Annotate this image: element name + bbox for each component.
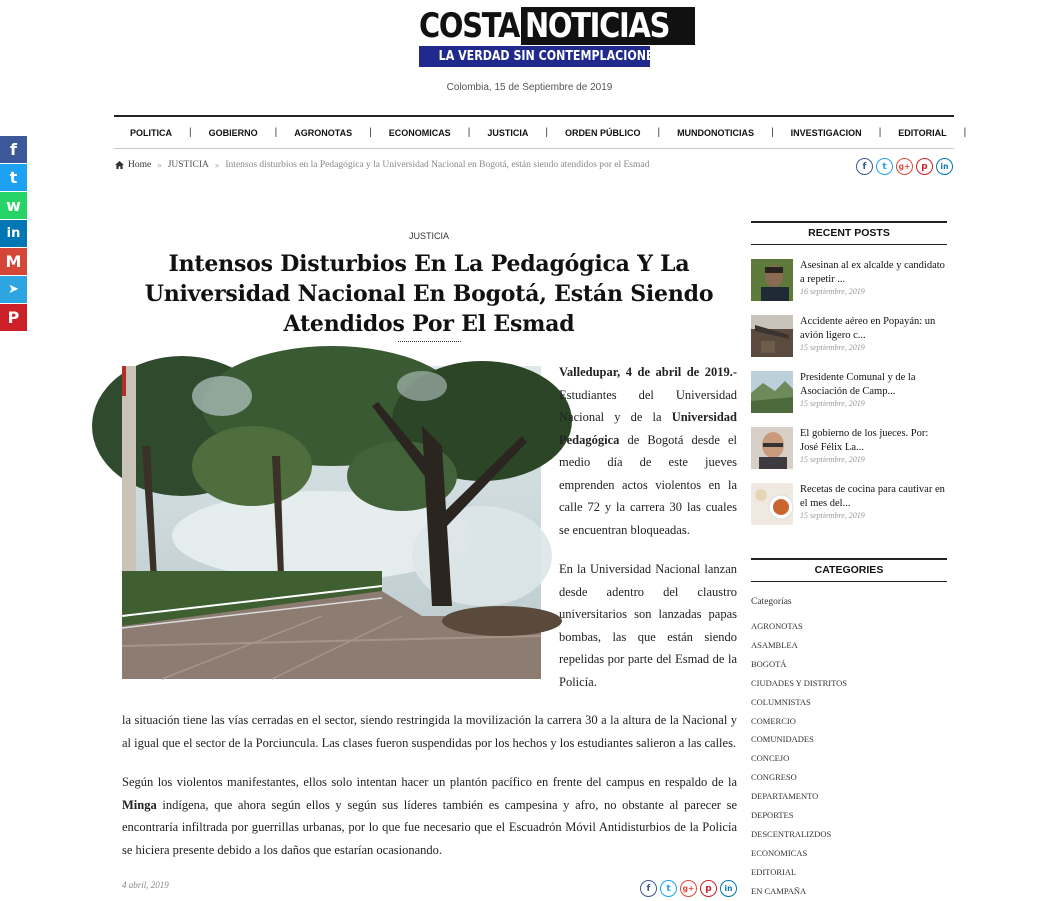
linkedin-icon[interactable]: in bbox=[0, 220, 27, 247]
recent-post[interactable] bbox=[751, 315, 947, 357]
googleplus-share-icon[interactable]: g+ bbox=[680, 880, 697, 897]
article-body bbox=[122, 709, 737, 878]
recent-post-date: 16 septiembre, 2019 bbox=[800, 287, 865, 296]
category-link[interactable]: CONCEJO bbox=[751, 753, 790, 764]
recent-post-title[interactable]: Asesinan al ex alcalde y candidato a repetir ... bbox=[800, 260, 945, 285]
category-link[interactable]: BOGOTÁ bbox=[751, 658, 787, 669]
linkedin-share-icon[interactable]: in bbox=[936, 158, 953, 175]
recent-post-date: 15 septiembre, 2019 bbox=[800, 399, 865, 408]
breadcrumb-category[interactable]: JUSTICIA bbox=[167, 160, 209, 170]
article-paragraph-1: Valledupar, 4 de abril de 2019.- Estudiantes del Universidad Nacional y de la Universidad Pedagógica de Bogotá desde el medio día de este jueves emprenden actos violentos en la calle 72 y la carrera 30 las cuales se encuentran bloqueadas. bbox=[559, 365, 737, 537]
recent-posts-heading: RECENT POSTS bbox=[751, 221, 947, 245]
facebook-share-icon[interactable]: f bbox=[640, 880, 657, 897]
facebook-share-icon[interactable]: f bbox=[856, 158, 873, 175]
nav-item-editorial[interactable]: EDITORIAL bbox=[898, 127, 947, 138]
recent-post-thumbnail[interactable] bbox=[751, 315, 793, 357]
nav-separator: | bbox=[878, 127, 882, 138]
dateline: Valledupar, 4 de abril de 2019.- bbox=[559, 365, 737, 379]
home-icon bbox=[115, 161, 124, 169]
category-link[interactable]: EN CAMPAÑA bbox=[751, 885, 807, 896]
nav-item-agronotas[interactable]: AGRONOTAS bbox=[294, 127, 353, 138]
category-link[interactable]: COMERCIO bbox=[751, 715, 796, 726]
recent-post-title[interactable]: Presidente Comunal y de la Asociación de Camp... bbox=[800, 372, 916, 397]
breadcrumb-separator: » bbox=[157, 160, 162, 170]
category-link[interactable]: DEPARTAMENTO bbox=[751, 791, 819, 802]
article-photo bbox=[122, 366, 541, 679]
nav-item-orden-publico[interactable]: ORDEN PÚBLICO bbox=[564, 127, 641, 138]
article-category[interactable]: JUSTICIA bbox=[408, 231, 449, 241]
article-photo-illustration bbox=[122, 366, 541, 679]
recent-post-thumbnail[interactable] bbox=[751, 483, 793, 525]
twitter-share-icon[interactable]: t bbox=[660, 880, 677, 897]
nav-separator: | bbox=[274, 127, 278, 138]
category-link[interactable]: DEPORTES bbox=[751, 810, 794, 821]
article-title: Intensos Disturbios En La Pedagógica Y La Universidad Nacional En Bogotá, Están Siendo Atendidos Por El Esmad bbox=[144, 251, 714, 337]
category-link[interactable]: ASAMBLEA bbox=[751, 639, 798, 650]
nav-separator: | bbox=[369, 127, 372, 138]
twitter-icon[interactable]: t bbox=[0, 164, 27, 191]
logo-tagline: LA VERDAD SIN CONTEMPLACIONES bbox=[438, 49, 662, 64]
share-bar-top bbox=[856, 158, 953, 175]
recent-post[interactable] bbox=[751, 427, 947, 469]
nav-separator: | bbox=[657, 127, 661, 138]
pinterest-icon[interactable]: P bbox=[0, 304, 27, 331]
breadcrumb bbox=[115, 160, 649, 170]
floating-social-bar bbox=[0, 136, 27, 332]
nav-separator: | bbox=[467, 127, 471, 138]
breadcrumb-home-label: Home bbox=[128, 160, 152, 170]
recent-post-date: 15 septiembre, 2019 bbox=[800, 343, 865, 352]
nav-item-mundonoticias[interactable]: MUNDONOTICIAS bbox=[677, 127, 755, 138]
category-link[interactable]: COLUMNISTAS bbox=[751, 696, 811, 707]
nav-separator: | bbox=[771, 127, 774, 138]
gmail-icon[interactable]: M bbox=[0, 248, 27, 275]
recent-post-date: 15 septiembre, 2019 bbox=[800, 511, 865, 520]
categories-list bbox=[751, 617, 847, 901]
nav-item-justicia[interactable]: JUSTICIA bbox=[487, 127, 529, 138]
breadcrumb-current: Intensos disturbios en la Pedagógica y la Universidad Nacional en Bogotá, están siendo atendidos por el Esmad bbox=[225, 160, 650, 170]
recent-post-thumbnail[interactable] bbox=[751, 371, 793, 413]
category-link[interactable]: EDITORIAL bbox=[751, 866, 797, 877]
googleplus-share-icon[interactable]: g+ bbox=[896, 158, 913, 175]
category-link[interactable]: ECONOMICAS bbox=[751, 847, 808, 858]
article-paragraph-4: Según los violentos manifestantes, ellos solo intentan hacer un plantón pacífico en frente del campus en respaldo de la Minga indígena, que ahora según ellos y según sus líderes también es campesina y afro, no obstante al parecer se encontraría infiltrada por guerrillas urbanas, por lo que fue necesario que el Escuadrón Móvil Antidisturbios de la Policía se hiciera presente debido a los daños que estarían ocasionando. bbox=[122, 775, 737, 857]
telegram-icon[interactable]: ➤ bbox=[0, 276, 27, 303]
twitter-share-icon[interactable]: t bbox=[876, 158, 893, 175]
nav-item-economicas[interactable]: ECONOMICAS bbox=[388, 127, 451, 138]
pinterest-share-icon[interactable]: p bbox=[700, 880, 717, 897]
category-link[interactable]: CIUDADES Y DISTRITOS bbox=[751, 677, 848, 688]
recent-post-date: 15 septiembre, 2019 bbox=[800, 455, 865, 464]
article-paragraph-2: En la Universidad Nacional lanzan desde adentro del claustro universitarios son lanzadas papas bombas, las que están siendo repelidas por parte del Esmad de la Policía. bbox=[559, 562, 737, 689]
article-paragraph-3: la situación tiene las vías cerradas en el sector, siendo restringida la movilización la carrera 30 a la altura de la Nacional y al igual que el sector de la Porciuncula. Las clases fueron suspendidas por los hechos y los estudiantes salieron a las calles. bbox=[122, 713, 737, 750]
categories-heading: CATEGORIES bbox=[751, 558, 947, 582]
main-nav bbox=[114, 115, 967, 149]
recent-post[interactable] bbox=[751, 483, 947, 525]
logo-costa: COSTA bbox=[419, 6, 520, 46]
pinterest-share-icon[interactable]: p bbox=[916, 158, 933, 175]
recent-post-thumbnail[interactable] bbox=[751, 259, 793, 301]
breadcrumb-home[interactable] bbox=[115, 160, 151, 170]
category-link[interactable]: CONGRESO bbox=[751, 772, 797, 783]
facebook-icon[interactable]: f bbox=[0, 136, 27, 163]
nav-item-politica[interactable]: POLITICA bbox=[130, 127, 172, 138]
category-link[interactable]: DESCENTRALIZDOS bbox=[751, 828, 832, 839]
recent-post-thumbnail[interactable] bbox=[751, 427, 793, 469]
nav-separator: | bbox=[545, 127, 548, 138]
nav-item-gobierno[interactable]: GOBIERNO bbox=[208, 127, 258, 138]
nav-separator: | bbox=[963, 127, 967, 138]
logo-noticias: NOTICIAS bbox=[525, 6, 670, 46]
share-bar-bottom bbox=[640, 880, 737, 897]
site-logo[interactable] bbox=[419, 6, 670, 67]
recent-post-title[interactable]: Accidente aéreo en Popayán: un avión ligero c... bbox=[800, 316, 936, 341]
date-line: Colombia, 15 de Septiembre de 2019 bbox=[446, 82, 613, 93]
categories-label: Categorías bbox=[751, 597, 792, 607]
publish-date: 4 abril, 2019 bbox=[122, 880, 169, 890]
whatsapp-icon[interactable]: w bbox=[0, 192, 27, 219]
nav-separator: | bbox=[189, 127, 192, 138]
recent-post-title[interactable]: Recetas de cocina para cautivar en el mes del... bbox=[800, 484, 945, 509]
recent-post-title[interactable]: El gobierno de los jueces. Por: José Félix La... bbox=[800, 428, 929, 453]
nav-item-investigacion[interactable]: INVESTIGACION bbox=[790, 127, 862, 138]
recent-post[interactable] bbox=[751, 259, 947, 301]
linkedin-share-icon[interactable]: in bbox=[720, 880, 737, 897]
article-intro bbox=[559, 361, 737, 710]
category-link[interactable]: COMUNIDADES bbox=[751, 734, 814, 745]
category-link[interactable]: AGRONOTAS bbox=[751, 621, 803, 631]
breadcrumb-separator: » bbox=[214, 160, 220, 170]
title-divider bbox=[398, 341, 461, 342]
recent-post[interactable] bbox=[751, 371, 947, 413]
